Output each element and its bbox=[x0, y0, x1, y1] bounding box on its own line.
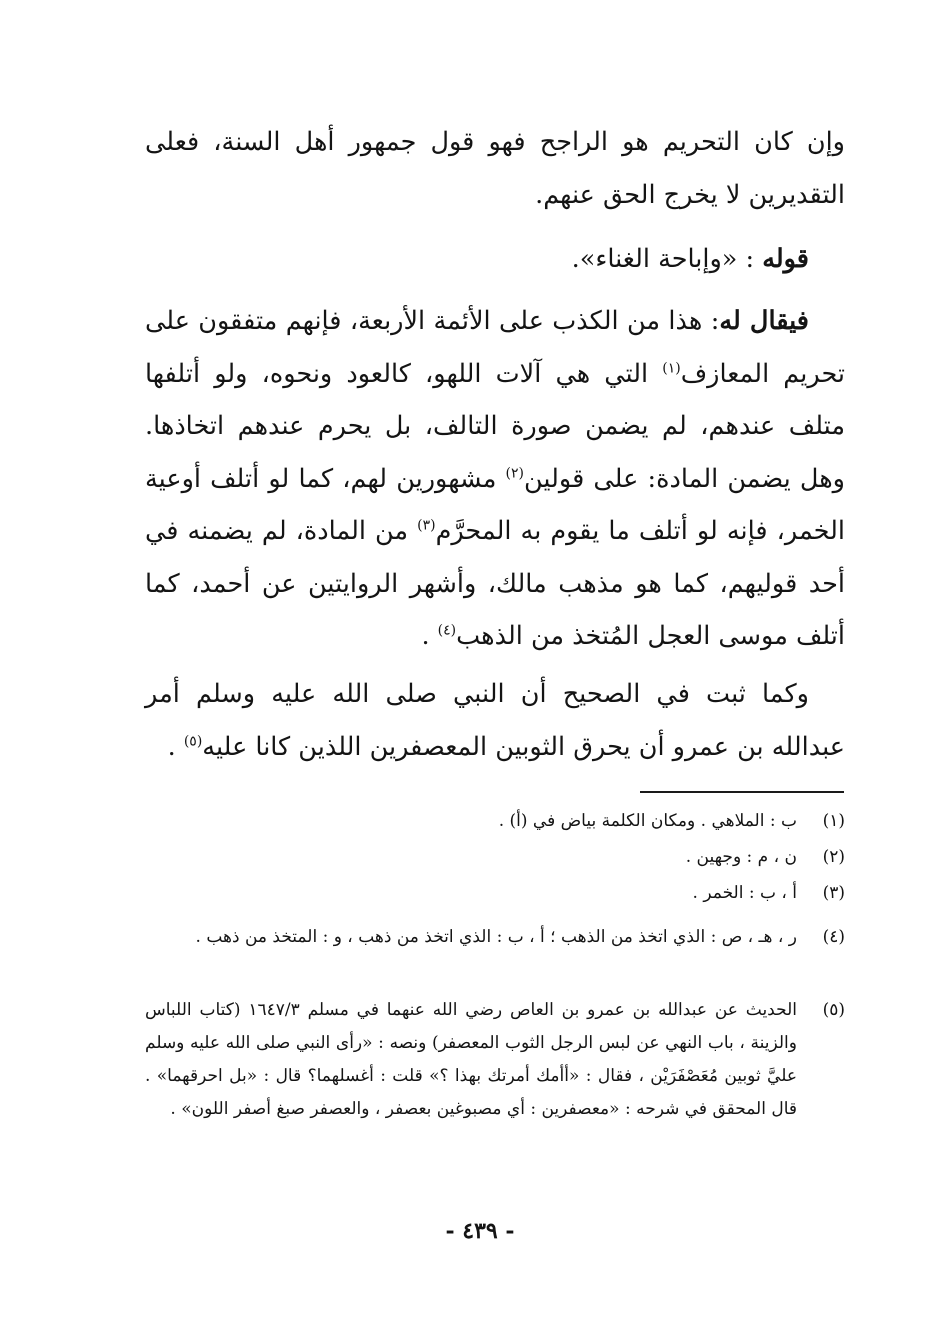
footnote-5-text: الحديث عن عبدالله بن عمرو بن العاص رضي الله عنهما في مسلم ١٦٤٧/٣ (كتاب اللباس والزينة ، باب النهي عن لبس الرجل الثوب المعصفر) ونصه : «رأى النبي صلى الله عليه وسلم عليَّ ثوبين مُعَصْفَرَيْن ، فقال : «أأمك أمرتك بهذا ؟» قلت : أغسلهما؟ قال : «بل احرقهما» . قال المحقق في شرحه : «معصفرين : أي مصبوغين بعصفر ، والعصفر صبغ أصفر اللون» . bbox=[145, 1000, 797, 1119]
paragraph-3-text-c: مشهورين لهم، كما لو أتلف أوعية الخمر، فإنه لو أتلف ما يقوم به المحرَّم bbox=[145, 463, 845, 546]
paragraph-1: وإن كان التحريم هو الراجح فهو قول جمهور أهل السنة، فعلى التقديرين لا يخرج الحق عنهم. bbox=[145, 127, 845, 210]
paragraph-4-text-a: وكما ثبت في الصحيح أن النبي صلى الله عليه وسلم أمر عبدالله بن عمرو أن يحرق الثوبين المعصفرين اللذين كانا عليه bbox=[145, 679, 845, 762]
footnote-ref-2[interactable]: (٢) bbox=[505, 465, 525, 481]
footnote-5-number: (٥) bbox=[822, 1000, 845, 1020]
paragraph-4 bbox=[145, 668, 845, 773]
paragraph-3-text-a: : هذا من الكذب على الأئمة الأربعة، فإنهم متفقون على تحريم المعازف bbox=[145, 306, 845, 389]
footnote-3 bbox=[145, 877, 845, 910]
paragraph-3-text-d: من المادة، لم يضمنه في أحد قوليهم، كما هو مذهب مالك، وأشهر الروايتين عن أحمد، كما أتلف موسى العجل المُتخذ من الذهب bbox=[145, 516, 845, 651]
paragraph-2-text: : «وإباحة الغناء». bbox=[571, 244, 755, 274]
footnote-1-number: (١) bbox=[822, 811, 845, 831]
paragraph-3-text-e: . bbox=[421, 621, 438, 651]
footnote-ref-4[interactable]: (٤) bbox=[437, 622, 457, 639]
footnote-5 bbox=[145, 994, 845, 1126]
footnote-divider bbox=[640, 791, 844, 793]
footnote-ref-3[interactable]: (٣) bbox=[417, 517, 436, 534]
footnote-1 bbox=[145, 805, 845, 838]
paragraph-4-text-b: . bbox=[167, 731, 184, 762]
footnote-2 bbox=[145, 841, 845, 874]
footnote-2-number: (٢) bbox=[822, 847, 845, 867]
footnote-3-text: أ ، ب : الخمر . bbox=[692, 883, 797, 903]
footnote-1-text: ب : الملاهي . ومكان الكلمة بياض في (أ) . bbox=[498, 811, 797, 831]
footnote-ref-5[interactable]: (٥) bbox=[183, 733, 203, 749]
footnote-3-number: (٣) bbox=[822, 883, 845, 903]
paragraph-3 bbox=[145, 295, 845, 663]
footnote-4-number: (٤) bbox=[822, 927, 845, 947]
paragraph-2-lead: قوله bbox=[762, 244, 809, 274]
paragraph-2 bbox=[145, 233, 845, 286]
footnote-4 bbox=[145, 921, 845, 954]
page-number: - ٤٣٩ - bbox=[445, 1218, 515, 1244]
paragraph-3-lead: فيقال له bbox=[719, 306, 809, 336]
paragraph-3-text-b: التي هي آلات اللهو، كالعود ونحوه، ولو أتلفها متلف عندهم، لم يضمن صورة التالف، بل يحرم عندهم اتخاذها. وهل يضمن المادة: على قولين bbox=[145, 358, 845, 494]
footnote-2-text: ن ، م : وجهين . bbox=[685, 847, 797, 867]
footnote-4-text: ر ، هـ ، ص : الذي اتخذ من الذهب ؛ أ ، ب : الذي اتخذ من ذهب ، و : المتخذ من ذهب . bbox=[195, 927, 797, 947]
footnote-ref-1[interactable]: (١) bbox=[662, 360, 681, 376]
